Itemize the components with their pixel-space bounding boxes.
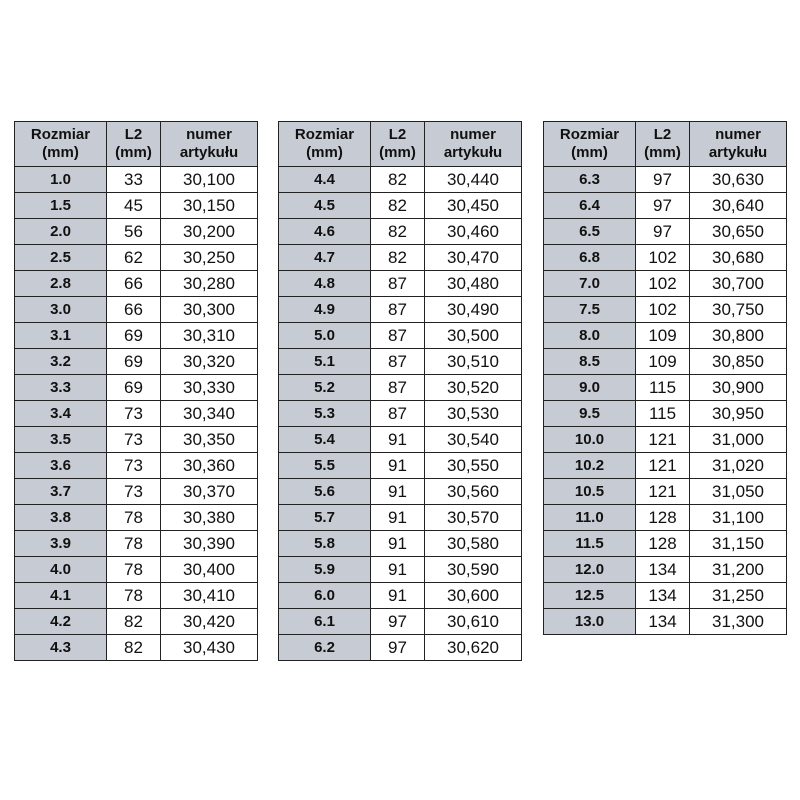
l2-cell: 97	[636, 193, 690, 219]
article-cell: 30,380	[161, 505, 258, 531]
l2-cell: 121	[636, 427, 690, 453]
size-cell: 10.2	[544, 453, 636, 479]
table-row	[544, 297, 787, 323]
size-cell: 5.0	[279, 323, 371, 349]
size-cell: 8.5	[544, 349, 636, 375]
table-row	[15, 609, 258, 635]
size-header	[544, 122, 636, 167]
table-row	[279, 453, 522, 479]
l2-cell: 82	[371, 167, 425, 193]
table-row	[279, 349, 522, 375]
size-cell: 8.0	[544, 323, 636, 349]
header-row	[15, 122, 258, 167]
l2-cell: 78	[107, 583, 161, 609]
table-row	[279, 635, 522, 661]
article-header	[161, 122, 258, 167]
size-cell: 3.0	[15, 297, 107, 323]
l2-cell: 69	[107, 375, 161, 401]
table-row	[544, 349, 787, 375]
table-row	[15, 245, 258, 271]
table-row	[15, 583, 258, 609]
table-row	[15, 453, 258, 479]
size-cell: 3.4	[15, 401, 107, 427]
l2-cell: 69	[107, 323, 161, 349]
article-cell: 31,250	[690, 583, 787, 609]
l2-cell: 87	[371, 271, 425, 297]
article-cell: 31,300	[690, 609, 787, 635]
table-row	[544, 557, 787, 583]
size-cell: 1.5	[15, 193, 107, 219]
article-cell: 30,490	[425, 297, 522, 323]
article-cell: 31,150	[690, 531, 787, 557]
l2-cell: 115	[636, 375, 690, 401]
l2-header	[371, 122, 425, 167]
l2-cell: 69	[107, 349, 161, 375]
table-row	[15, 271, 258, 297]
article-cell: 30,900	[690, 375, 787, 401]
size-cell: 5.3	[279, 401, 371, 427]
size-cell: 4.7	[279, 245, 371, 271]
size-cell: 10.0	[544, 427, 636, 453]
l2-header-line: (mm)	[115, 144, 152, 161]
size-cell: 4.5	[279, 193, 371, 219]
article-cell: 30,360	[161, 453, 258, 479]
size-cell: 4.0	[15, 557, 107, 583]
l2-cell: 97	[636, 167, 690, 193]
table-row	[15, 635, 258, 661]
l2-cell: 134	[636, 609, 690, 635]
size-cell: 3.9	[15, 531, 107, 557]
l2-cell: 102	[636, 245, 690, 271]
size-cell: 11.0	[544, 505, 636, 531]
size-cell: 4.2	[15, 609, 107, 635]
size-cell: 6.4	[544, 193, 636, 219]
size-cell: 5.1	[279, 349, 371, 375]
table-row	[15, 401, 258, 427]
article-cell: 30,470	[425, 245, 522, 271]
table-row	[15, 505, 258, 531]
l2-cell: 128	[636, 531, 690, 557]
l2-cell: 73	[107, 427, 161, 453]
article-cell: 30,440	[425, 167, 522, 193]
spec-table-1	[14, 121, 258, 661]
article-cell: 30,390	[161, 531, 258, 557]
article-cell: 31,020	[690, 453, 787, 479]
l2-header	[636, 122, 690, 167]
l2-cell: 87	[371, 297, 425, 323]
article-cell: 30,510	[425, 349, 522, 375]
table-row	[15, 557, 258, 583]
l2-cell: 87	[371, 401, 425, 427]
size-cell: 4.8	[279, 271, 371, 297]
table-row	[544, 453, 787, 479]
l2-cell: 73	[107, 401, 161, 427]
size-cell: 5.7	[279, 505, 371, 531]
size-cell: 1.0	[15, 167, 107, 193]
size-cell: 12.0	[544, 557, 636, 583]
table-row	[544, 479, 787, 505]
size-cell: 9.0	[544, 375, 636, 401]
size-header	[15, 122, 107, 167]
size-cell: 4.4	[279, 167, 371, 193]
article-cell: 30,330	[161, 375, 258, 401]
table-row	[544, 531, 787, 557]
article-cell: 30,100	[161, 167, 258, 193]
article-header	[425, 122, 522, 167]
article-cell: 30,600	[425, 583, 522, 609]
table-row	[279, 557, 522, 583]
size-cell: 3.8	[15, 505, 107, 531]
size-cell: 2.5	[15, 245, 107, 271]
article-cell: 31,100	[690, 505, 787, 531]
article-cell: 30,520	[425, 375, 522, 401]
l2-cell: 134	[636, 557, 690, 583]
table-row	[15, 167, 258, 193]
l2-cell: 78	[107, 531, 161, 557]
l2-cell: 66	[107, 271, 161, 297]
article-cell: 30,420	[161, 609, 258, 635]
l2-cell: 102	[636, 271, 690, 297]
size-cell: 3.1	[15, 323, 107, 349]
table-row	[544, 427, 787, 453]
size-cell: 3.7	[15, 479, 107, 505]
size-cell: 4.1	[15, 583, 107, 609]
size-cell: 5.2	[279, 375, 371, 401]
article-cell: 30,800	[690, 323, 787, 349]
table-row	[544, 193, 787, 219]
article-cell: 30,640	[690, 193, 787, 219]
article-cell: 30,560	[425, 479, 522, 505]
l2-cell: 73	[107, 479, 161, 505]
table-row	[544, 167, 787, 193]
l2-cell: 91	[371, 427, 425, 453]
l2-cell: 82	[371, 193, 425, 219]
table-row	[279, 219, 522, 245]
article-cell: 30,250	[161, 245, 258, 271]
size-header-line: Rozmiar	[559, 126, 620, 143]
size-cell: 6.5	[544, 219, 636, 245]
size-cell: 6.8	[544, 245, 636, 271]
article-cell: 30,620	[425, 635, 522, 661]
table-row	[279, 193, 522, 219]
table-row	[544, 375, 787, 401]
article-cell: 30,650	[690, 219, 787, 245]
size-cell: 12.5	[544, 583, 636, 609]
l2-cell: 45	[107, 193, 161, 219]
size-cell: 3.2	[15, 349, 107, 375]
table-row	[544, 609, 787, 635]
table-row	[15, 323, 258, 349]
l2-cell: 97	[371, 609, 425, 635]
article-header-line: numer	[450, 126, 496, 143]
l2-cell: 87	[371, 349, 425, 375]
size-cell: 2.8	[15, 271, 107, 297]
size-header-line: Rozmiar	[294, 126, 355, 143]
table-row	[279, 375, 522, 401]
l2-cell: 97	[636, 219, 690, 245]
table-row	[279, 531, 522, 557]
article-cell: 30,370	[161, 479, 258, 505]
l2-cell: 91	[371, 557, 425, 583]
size-header	[279, 122, 371, 167]
article-cell: 30,500	[425, 323, 522, 349]
l2-cell: 128	[636, 505, 690, 531]
l2-cell: 102	[636, 297, 690, 323]
article-cell: 30,530	[425, 401, 522, 427]
table-row	[279, 323, 522, 349]
article-cell: 30,700	[690, 271, 787, 297]
size-cell: 3.5	[15, 427, 107, 453]
size-cell: 5.5	[279, 453, 371, 479]
table-row	[279, 505, 522, 531]
l2-cell: 82	[371, 245, 425, 271]
l2-cell: 91	[371, 531, 425, 557]
table-row	[279, 479, 522, 505]
article-cell: 30,850	[690, 349, 787, 375]
article-cell: 30,610	[425, 609, 522, 635]
table-row	[15, 375, 258, 401]
l2-cell: 91	[371, 583, 425, 609]
l2-cell: 33	[107, 167, 161, 193]
l2-header-line: L2	[653, 126, 672, 143]
table-row	[15, 349, 258, 375]
size-cell: 2.0	[15, 219, 107, 245]
article-header-line: numer	[186, 126, 232, 143]
article-header-line: artykułu	[443, 144, 503, 161]
l2-header	[107, 122, 161, 167]
l2-header-line: (mm)	[644, 144, 681, 161]
size-cell: 5.9	[279, 557, 371, 583]
table-row	[279, 245, 522, 271]
article-cell: 30,400	[161, 557, 258, 583]
size-cell: 5.8	[279, 531, 371, 557]
article-cell: 30,310	[161, 323, 258, 349]
article-cell: 30,410	[161, 583, 258, 609]
table-row	[15, 531, 258, 557]
article-cell: 30,550	[425, 453, 522, 479]
table-row	[544, 271, 787, 297]
article-cell: 30,580	[425, 531, 522, 557]
article-cell: 30,300	[161, 297, 258, 323]
article-cell: 30,750	[690, 297, 787, 323]
size-cell: 13.0	[544, 609, 636, 635]
article-cell: 30,430	[161, 635, 258, 661]
l2-cell: 91	[371, 453, 425, 479]
spec-table-2	[278, 121, 522, 661]
l2-cell: 78	[107, 505, 161, 531]
l2-header-line: L2	[388, 126, 407, 143]
l2-cell: 82	[107, 635, 161, 661]
article-cell: 30,590	[425, 557, 522, 583]
article-cell: 30,200	[161, 219, 258, 245]
article-cell: 30,540	[425, 427, 522, 453]
table-row	[15, 297, 258, 323]
table-row	[279, 401, 522, 427]
table-row	[279, 271, 522, 297]
l2-cell: 73	[107, 453, 161, 479]
article-header-line: numer	[715, 126, 761, 143]
article-cell: 30,280	[161, 271, 258, 297]
table-row	[15, 427, 258, 453]
size-cell: 5.4	[279, 427, 371, 453]
size-cell: 6.2	[279, 635, 371, 661]
l2-cell: 56	[107, 219, 161, 245]
l2-cell: 82	[107, 609, 161, 635]
article-cell: 31,050	[690, 479, 787, 505]
size-header-line: (mm)	[571, 144, 608, 161]
l2-header-line: (mm)	[379, 144, 416, 161]
size-cell: 6.0	[279, 583, 371, 609]
spec-table-3	[543, 121, 787, 635]
size-cell: 4.3	[15, 635, 107, 661]
l2-cell: 66	[107, 297, 161, 323]
l2-cell: 109	[636, 349, 690, 375]
l2-cell: 82	[371, 219, 425, 245]
l2-cell: 87	[371, 375, 425, 401]
table-row	[544, 401, 787, 427]
l2-cell: 91	[371, 479, 425, 505]
article-cell: 30,320	[161, 349, 258, 375]
size-header-line: (mm)	[306, 144, 343, 161]
size-cell: 3.3	[15, 375, 107, 401]
table-row	[544, 219, 787, 245]
table-row	[279, 427, 522, 453]
table-row	[279, 583, 522, 609]
l2-cell: 121	[636, 453, 690, 479]
l2-header-line: L2	[124, 126, 143, 143]
table-row	[544, 505, 787, 531]
table-row	[279, 609, 522, 635]
l2-cell: 78	[107, 557, 161, 583]
article-cell: 30,950	[690, 401, 787, 427]
size-cell: 7.5	[544, 297, 636, 323]
article-header-line: artykułu	[708, 144, 768, 161]
table-row	[15, 193, 258, 219]
size-cell: 5.6	[279, 479, 371, 505]
article-cell: 30,680	[690, 245, 787, 271]
size-header-line: (mm)	[42, 144, 79, 161]
table-row	[15, 479, 258, 505]
size-cell: 6.3	[544, 167, 636, 193]
header-row	[279, 122, 522, 167]
table-row	[279, 167, 522, 193]
size-header-line: Rozmiar	[30, 126, 91, 143]
size-cell: 7.0	[544, 271, 636, 297]
article-cell: 30,150	[161, 193, 258, 219]
table-row	[15, 219, 258, 245]
article-header	[690, 122, 787, 167]
size-cell: 3.6	[15, 453, 107, 479]
l2-cell: 91	[371, 505, 425, 531]
l2-cell: 134	[636, 583, 690, 609]
l2-cell: 97	[371, 635, 425, 661]
size-cell: 9.5	[544, 401, 636, 427]
article-cell: 30,570	[425, 505, 522, 531]
header-row	[544, 122, 787, 167]
article-cell: 31,200	[690, 557, 787, 583]
article-cell: 30,350	[161, 427, 258, 453]
size-cell: 10.5	[544, 479, 636, 505]
article-header-line: artykułu	[179, 144, 239, 161]
l2-cell: 121	[636, 479, 690, 505]
l2-cell: 115	[636, 401, 690, 427]
l2-cell: 62	[107, 245, 161, 271]
table-row	[544, 245, 787, 271]
article-cell: 30,480	[425, 271, 522, 297]
size-cell: 4.6	[279, 219, 371, 245]
article-cell: 30,630	[690, 167, 787, 193]
table-row	[544, 323, 787, 349]
size-cell: 4.9	[279, 297, 371, 323]
article-cell: 30,450	[425, 193, 522, 219]
article-cell: 30,340	[161, 401, 258, 427]
table-row	[544, 583, 787, 609]
size-cell: 11.5	[544, 531, 636, 557]
size-cell: 6.1	[279, 609, 371, 635]
l2-cell: 109	[636, 323, 690, 349]
l2-cell: 87	[371, 323, 425, 349]
article-cell: 30,460	[425, 219, 522, 245]
table-row	[279, 297, 522, 323]
article-cell: 31,000	[690, 427, 787, 453]
